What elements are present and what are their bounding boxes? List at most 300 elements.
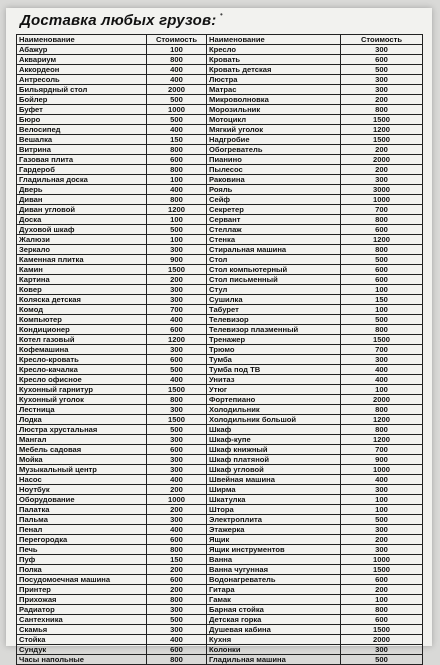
table-row bbox=[17, 115, 423, 125]
item-price-left: 800 bbox=[147, 545, 207, 555]
item-name-left: Каменная плитка bbox=[17, 255, 147, 265]
item-price-left: 800 bbox=[147, 595, 207, 605]
item-price-right: 200 bbox=[341, 145, 423, 155]
item-name-left: Диван угловой bbox=[17, 205, 147, 215]
item-name-right: Штора bbox=[207, 505, 341, 515]
item-price-right: 100 bbox=[341, 595, 423, 605]
item-name-right: Ширма bbox=[207, 485, 341, 495]
item-name-left: Кухонный гарнитур bbox=[17, 385, 147, 395]
item-price-right: 2000 bbox=[341, 155, 423, 165]
item-name-right: Стул bbox=[207, 285, 341, 295]
item-name-right: Морозильник bbox=[207, 105, 341, 115]
item-name-left: Камин bbox=[17, 265, 147, 275]
table-row bbox=[17, 515, 423, 525]
table-row bbox=[17, 185, 423, 195]
item-name-left: Гладильная доска bbox=[17, 175, 147, 185]
item-price-right: 100 bbox=[341, 505, 423, 515]
item-name-right: Ящик инструментов bbox=[207, 545, 341, 555]
table-row bbox=[17, 555, 423, 565]
item-price-right: 2000 bbox=[341, 395, 423, 405]
item-price-right: 800 bbox=[341, 325, 423, 335]
item-price-left: 400 bbox=[147, 185, 207, 195]
table-row bbox=[17, 525, 423, 535]
item-price-left: 200 bbox=[147, 585, 207, 595]
item-name-right: Кровать детская bbox=[207, 65, 341, 75]
item-price-right: 300 bbox=[341, 545, 423, 555]
item-price-right: 700 bbox=[341, 445, 423, 455]
item-price-right: 500 bbox=[341, 515, 423, 525]
table-row bbox=[17, 195, 423, 205]
item-price-left: 300 bbox=[147, 515, 207, 525]
item-name-right: Душевая кабина bbox=[207, 625, 341, 635]
item-price-left: 400 bbox=[147, 635, 207, 645]
item-price-right: 1000 bbox=[341, 555, 423, 565]
item-name-right: Ванна чугунная bbox=[207, 565, 341, 575]
item-price-right: 800 bbox=[341, 425, 423, 435]
table-row bbox=[17, 135, 423, 145]
item-name-right: Сейф bbox=[207, 195, 341, 205]
table-row bbox=[17, 395, 423, 405]
item-price-left: 100 bbox=[147, 235, 207, 245]
table-row bbox=[17, 545, 423, 555]
item-name-right: Рояль bbox=[207, 185, 341, 195]
item-price-left: 400 bbox=[147, 475, 207, 485]
table-row bbox=[17, 145, 423, 155]
item-price-right: 700 bbox=[341, 345, 423, 355]
item-name-left: Прихожая bbox=[17, 595, 147, 605]
table-row bbox=[17, 305, 423, 315]
item-price-left: 300 bbox=[147, 245, 207, 255]
item-price-right: 300 bbox=[341, 355, 423, 365]
item-name-left: Полка bbox=[17, 565, 147, 575]
item-name-left: Принтер bbox=[17, 585, 147, 595]
item-name-left: Витрина bbox=[17, 145, 147, 155]
item-price-left: 1200 bbox=[147, 205, 207, 215]
item-name-right: Тренажер bbox=[207, 335, 341, 345]
table-row bbox=[17, 445, 423, 455]
item-name-right: Шкатулка bbox=[207, 495, 341, 505]
item-price-right: 600 bbox=[341, 55, 423, 65]
table-row bbox=[17, 165, 423, 175]
item-name-right: Утюг bbox=[207, 385, 341, 395]
table-row bbox=[17, 85, 423, 95]
table-row bbox=[17, 325, 423, 335]
item-name-right: Ящик bbox=[207, 535, 341, 545]
item-price-left: 300 bbox=[147, 465, 207, 475]
item-price-left: 800 bbox=[147, 655, 207, 665]
item-name-left: Кресло-качалка bbox=[17, 365, 147, 375]
item-price-left: 1200 bbox=[147, 335, 207, 345]
item-name-right: Гитара bbox=[207, 585, 341, 595]
table-row bbox=[17, 595, 423, 605]
item-name-left: Доска bbox=[17, 215, 147, 225]
item-price-left: 500 bbox=[147, 425, 207, 435]
table-row bbox=[17, 315, 423, 325]
item-price-right: 1500 bbox=[341, 135, 423, 145]
item-name-right: Холодильник большой bbox=[207, 415, 341, 425]
item-price-right: 600 bbox=[341, 265, 423, 275]
item-name-right: Трюмо bbox=[207, 345, 341, 355]
item-name-right: Гладильная машина bbox=[207, 655, 341, 665]
item-price-right: 500 bbox=[341, 65, 423, 75]
item-price-left: 300 bbox=[147, 605, 207, 615]
item-name-right: Секретер bbox=[207, 205, 341, 215]
table-row bbox=[17, 645, 423, 655]
item-name-left: Котел газовый bbox=[17, 335, 147, 345]
item-name-right: Швейная машина bbox=[207, 475, 341, 485]
item-name-left: Лодка bbox=[17, 415, 147, 425]
item-name-left: Газовая плита bbox=[17, 155, 147, 165]
item-price-right: 1000 bbox=[341, 195, 423, 205]
item-name-left: Комод bbox=[17, 305, 147, 315]
item-name-right: Фортепиано bbox=[207, 395, 341, 405]
item-name-right: Ванна bbox=[207, 555, 341, 565]
item-price-right: 800 bbox=[341, 215, 423, 225]
item-name-left: Радиатор bbox=[17, 605, 147, 615]
item-name-left: Аккордеон bbox=[17, 65, 147, 75]
item-name-left: Кресло-кровать bbox=[17, 355, 147, 365]
item-price-left: 500 bbox=[147, 115, 207, 125]
item-name-right: Барная стойка bbox=[207, 605, 341, 615]
item-price-right: 300 bbox=[341, 525, 423, 535]
item-name-left: Компьютер bbox=[17, 315, 147, 325]
item-price-left: 400 bbox=[147, 315, 207, 325]
item-price-left: 600 bbox=[147, 355, 207, 365]
item-name-left: Ноутбук bbox=[17, 485, 147, 495]
item-name-left: Печь bbox=[17, 545, 147, 555]
item-price-right: 300 bbox=[341, 645, 423, 655]
item-price-right: 600 bbox=[341, 615, 423, 625]
table-row bbox=[17, 435, 423, 445]
table-row bbox=[17, 125, 423, 135]
item-price-right: 1200 bbox=[341, 235, 423, 245]
item-price-left: 300 bbox=[147, 625, 207, 635]
item-price-right: 1200 bbox=[341, 125, 423, 135]
header-name-right: Наименование bbox=[207, 35, 341, 45]
item-price-right: 300 bbox=[341, 85, 423, 95]
price-sheet bbox=[6, 8, 432, 664]
table-row bbox=[17, 365, 423, 375]
item-price-right: 1500 bbox=[341, 115, 423, 125]
item-name-right: Стиральная машина bbox=[207, 245, 341, 255]
item-name-right: Микроволновка bbox=[207, 95, 341, 105]
item-price-right: 600 bbox=[341, 275, 423, 285]
item-name-left: Кухонный уголок bbox=[17, 395, 147, 405]
table-row bbox=[17, 255, 423, 265]
table-row bbox=[17, 535, 423, 545]
table-row bbox=[17, 465, 423, 475]
item-price-right: 500 bbox=[341, 315, 423, 325]
item-price-left: 400 bbox=[147, 75, 207, 85]
item-name-right: Детская горка bbox=[207, 615, 341, 625]
item-price-right: 150 bbox=[341, 295, 423, 305]
table-row bbox=[17, 415, 423, 425]
table-row bbox=[17, 615, 423, 625]
item-name-right: Пылесос bbox=[207, 165, 341, 175]
item-name-right: Шкаф bbox=[207, 425, 341, 435]
item-price-left: 1500 bbox=[147, 265, 207, 275]
table-row bbox=[17, 105, 423, 115]
item-price-right: 200 bbox=[341, 165, 423, 175]
table-row bbox=[17, 95, 423, 105]
item-name-left: Скамья bbox=[17, 625, 147, 635]
item-price-right: 1500 bbox=[341, 565, 423, 575]
table-row bbox=[17, 605, 423, 615]
item-name-left: Картина bbox=[17, 275, 147, 285]
table-row bbox=[17, 385, 423, 395]
item-name-right: Кресло bbox=[207, 45, 341, 55]
table-row bbox=[17, 345, 423, 355]
item-name-right: Стол bbox=[207, 255, 341, 265]
item-price-right: 400 bbox=[341, 475, 423, 485]
item-name-left: Гардероб bbox=[17, 165, 147, 175]
item-name-left: Мойка bbox=[17, 455, 147, 465]
table-row bbox=[17, 475, 423, 485]
item-price-left: 500 bbox=[147, 365, 207, 375]
item-name-right: Стол письменный bbox=[207, 275, 341, 285]
item-price-right: 800 bbox=[341, 105, 423, 115]
item-price-right: 400 bbox=[341, 365, 423, 375]
item-name-left: Бильярдный стол bbox=[17, 85, 147, 95]
item-name-right: Телевизор плазменный bbox=[207, 325, 341, 335]
table-row bbox=[17, 425, 423, 435]
item-name-right: Шкаф платяной bbox=[207, 455, 341, 465]
table-row bbox=[17, 635, 423, 645]
table-row bbox=[17, 155, 423, 165]
item-price-right: 1200 bbox=[341, 415, 423, 425]
table-row bbox=[17, 565, 423, 575]
table-row bbox=[17, 205, 423, 215]
table-row bbox=[17, 495, 423, 505]
price-table bbox=[16, 34, 423, 665]
item-name-right: Матрас bbox=[207, 85, 341, 95]
item-price-left: 200 bbox=[147, 485, 207, 495]
item-price-right: 2000 bbox=[341, 635, 423, 645]
item-name-left: Стойка bbox=[17, 635, 147, 645]
table-row bbox=[17, 405, 423, 415]
item-name-right: Гамак bbox=[207, 595, 341, 605]
item-price-left: 600 bbox=[147, 325, 207, 335]
item-price-right: 1000 bbox=[341, 465, 423, 475]
item-name-right: Шкаф книжный bbox=[207, 445, 341, 455]
table-row bbox=[17, 175, 423, 185]
item-price-left: 900 bbox=[147, 255, 207, 265]
item-name-left: Велосипед bbox=[17, 125, 147, 135]
table-row bbox=[17, 215, 423, 225]
item-price-left: 300 bbox=[147, 455, 207, 465]
item-price-left: 600 bbox=[147, 535, 207, 545]
item-price-left: 500 bbox=[147, 225, 207, 235]
item-price-right: 500 bbox=[341, 255, 423, 265]
item-name-right: Стеллаж bbox=[207, 225, 341, 235]
item-name-left: Пуф bbox=[17, 555, 147, 565]
item-name-left: Кондиционер bbox=[17, 325, 147, 335]
item-name-left: Пальма bbox=[17, 515, 147, 525]
item-price-left: 400 bbox=[147, 525, 207, 535]
item-name-left: Часы напольные bbox=[17, 655, 147, 665]
item-price-left: 700 bbox=[147, 305, 207, 315]
item-price-left: 1000 bbox=[147, 495, 207, 505]
item-price-right: 400 bbox=[341, 375, 423, 385]
table-row bbox=[17, 585, 423, 595]
item-price-right: 800 bbox=[341, 605, 423, 615]
header-name-left: Наименование bbox=[17, 35, 147, 45]
item-name-left: Дверь bbox=[17, 185, 147, 195]
item-name-right: Кухня bbox=[207, 635, 341, 645]
header-price-right: Стоимость bbox=[341, 35, 423, 45]
item-name-left: Пенал bbox=[17, 525, 147, 535]
item-name-right: Кровать bbox=[207, 55, 341, 65]
item-name-right: Сервант bbox=[207, 215, 341, 225]
item-price-right: 100 bbox=[341, 495, 423, 505]
table-row bbox=[17, 65, 423, 75]
item-name-left: Лестница bbox=[17, 405, 147, 415]
item-name-right: Колонки bbox=[207, 645, 341, 655]
item-price-left: 2000 bbox=[147, 85, 207, 95]
item-price-left: 800 bbox=[147, 195, 207, 205]
item-price-left: 100 bbox=[147, 45, 207, 55]
item-name-left: Насос bbox=[17, 475, 147, 485]
item-price-right: 1200 bbox=[341, 435, 423, 445]
item-name-left: Бойлер bbox=[17, 95, 147, 105]
item-price-left: 300 bbox=[147, 405, 207, 415]
stray-mark: • bbox=[220, 10, 223, 19]
item-name-left: Оборудование bbox=[17, 495, 147, 505]
item-name-right: Мотоцикл bbox=[207, 115, 341, 125]
item-price-right: 600 bbox=[341, 575, 423, 585]
item-name-left: Кофемашина bbox=[17, 345, 147, 355]
item-price-right: 700 bbox=[341, 205, 423, 215]
table-row bbox=[17, 265, 423, 275]
item-price-right: 600 bbox=[341, 225, 423, 235]
item-name-left: Сантехника bbox=[17, 615, 147, 625]
item-name-left: Ковер bbox=[17, 285, 147, 295]
item-price-left: 1500 bbox=[147, 415, 207, 425]
item-name-right: Тумба bbox=[207, 355, 341, 365]
item-name-right: Шкаф-купе bbox=[207, 435, 341, 445]
item-name-left: Перегородка bbox=[17, 535, 147, 545]
item-name-right: Стенка bbox=[207, 235, 341, 245]
item-name-right: Табурет bbox=[207, 305, 341, 315]
item-name-right: Унитаз bbox=[207, 375, 341, 385]
item-name-right: Обогреватель bbox=[207, 145, 341, 155]
table-row bbox=[17, 285, 423, 295]
table-row bbox=[17, 575, 423, 585]
item-name-right: Сушилка bbox=[207, 295, 341, 305]
item-price-right: 800 bbox=[341, 245, 423, 255]
table-row bbox=[17, 245, 423, 255]
item-name-left: Вешалка bbox=[17, 135, 147, 145]
table-row bbox=[17, 655, 423, 665]
item-name-left: Антресоль bbox=[17, 75, 147, 85]
table-row bbox=[17, 75, 423, 85]
item-price-left: 400 bbox=[147, 65, 207, 75]
item-price-left: 100 bbox=[147, 175, 207, 185]
item-name-right: Пианино bbox=[207, 155, 341, 165]
item-name-left: Мебель садовая bbox=[17, 445, 147, 455]
item-name-left: Музыкальный центр bbox=[17, 465, 147, 475]
item-name-left: Сундук bbox=[17, 645, 147, 655]
item-price-left: 1000 bbox=[147, 105, 207, 115]
item-name-left: Духовой шкаф bbox=[17, 225, 147, 235]
item-price-left: 500 bbox=[147, 615, 207, 625]
item-price-left: 600 bbox=[147, 445, 207, 455]
item-price-left: 100 bbox=[147, 215, 207, 225]
table-row bbox=[17, 45, 423, 55]
table-row bbox=[17, 625, 423, 635]
item-price-left: 200 bbox=[147, 565, 207, 575]
item-price-left: 300 bbox=[147, 435, 207, 445]
table-row bbox=[17, 225, 423, 235]
item-price-left: 300 bbox=[147, 295, 207, 305]
item-price-left: 600 bbox=[147, 645, 207, 655]
item-name-right: Этажерка bbox=[207, 525, 341, 535]
item-name-right: Тумба под ТВ bbox=[207, 365, 341, 375]
item-price-right: 900 bbox=[341, 455, 423, 465]
table-row bbox=[17, 375, 423, 385]
table-row bbox=[17, 455, 423, 465]
item-price-left: 200 bbox=[147, 505, 207, 515]
table-header-row bbox=[17, 35, 423, 45]
item-price-left: 400 bbox=[147, 125, 207, 135]
header-price-left: Стоимость bbox=[147, 35, 207, 45]
item-name-left: Люстра хрустальная bbox=[17, 425, 147, 435]
item-price-left: 200 bbox=[147, 275, 207, 285]
item-price-right: 100 bbox=[341, 385, 423, 395]
item-price-left: 300 bbox=[147, 285, 207, 295]
table-row bbox=[17, 355, 423, 365]
table-row bbox=[17, 485, 423, 495]
item-price-left: 600 bbox=[147, 155, 207, 165]
item-price-right: 100 bbox=[341, 285, 423, 295]
table-row bbox=[17, 235, 423, 245]
table-row bbox=[17, 335, 423, 345]
item-price-left: 1500 bbox=[147, 385, 207, 395]
item-price-left: 300 bbox=[147, 345, 207, 355]
item-name-right: Электроплита bbox=[207, 515, 341, 525]
item-price-right: 500 bbox=[341, 655, 423, 665]
table-row bbox=[17, 55, 423, 65]
item-name-right: Телевизор bbox=[207, 315, 341, 325]
item-price-right: 800 bbox=[341, 405, 423, 415]
item-name-left: Буфет bbox=[17, 105, 147, 115]
page-title: Доставка любых грузов: bbox=[20, 12, 217, 29]
item-name-left: Диван bbox=[17, 195, 147, 205]
item-price-left: 500 bbox=[147, 95, 207, 105]
item-name-left: Бюро bbox=[17, 115, 147, 125]
item-price-right: 100 bbox=[341, 305, 423, 315]
item-name-left: Жалюзи bbox=[17, 235, 147, 245]
item-price-right: 200 bbox=[341, 535, 423, 545]
item-price-left: 600 bbox=[147, 575, 207, 585]
item-name-right: Холодильник bbox=[207, 405, 341, 415]
item-name-left: Палатка bbox=[17, 505, 147, 515]
item-name-left: Зеркало bbox=[17, 245, 147, 255]
table-row bbox=[17, 275, 423, 285]
item-price-left: 800 bbox=[147, 145, 207, 155]
item-price-left: 800 bbox=[147, 395, 207, 405]
item-price-left: 800 bbox=[147, 55, 207, 65]
item-name-left: Мангал bbox=[17, 435, 147, 445]
item-name-right: Водонагреватель bbox=[207, 575, 341, 585]
item-price-right: 3000 bbox=[341, 185, 423, 195]
item-name-left: Кресло офисное bbox=[17, 375, 147, 385]
item-price-right: 300 bbox=[341, 485, 423, 495]
item-price-right: 200 bbox=[341, 585, 423, 595]
table-row bbox=[17, 295, 423, 305]
item-price-right: 300 bbox=[341, 75, 423, 85]
item-name-left: Аквариум bbox=[17, 55, 147, 65]
